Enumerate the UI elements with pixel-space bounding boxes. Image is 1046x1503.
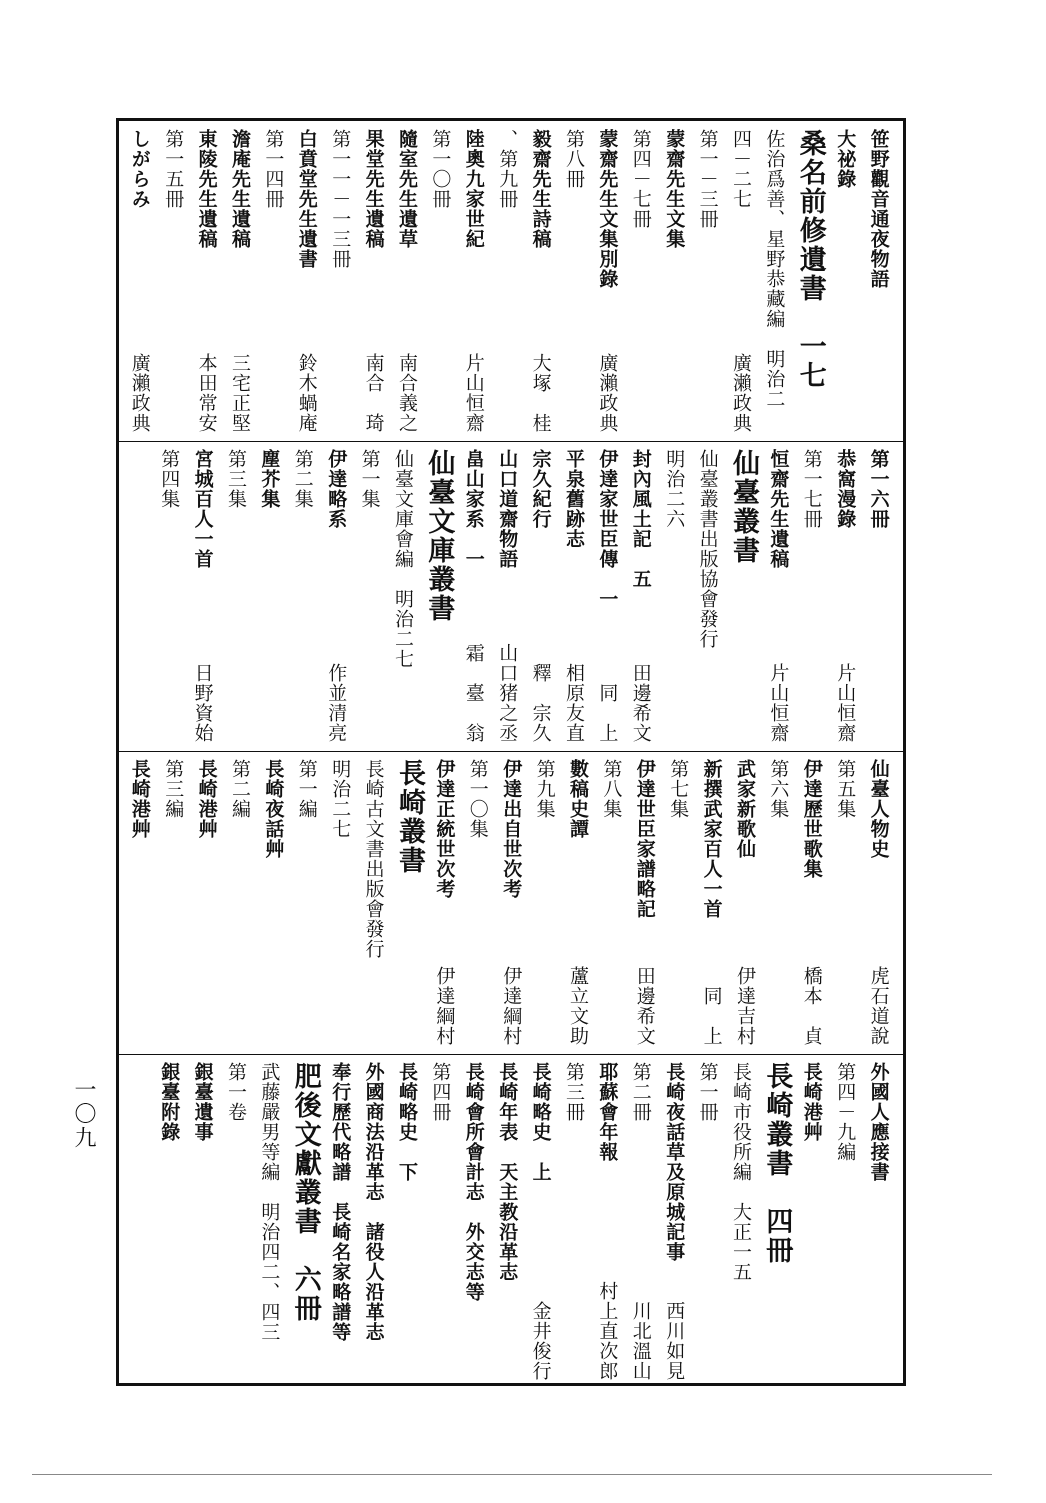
entry-title: 長崎夜話草及原城記事 [663, 1062, 686, 1262]
entry-author: 南合 琦 [362, 353, 385, 433]
entry-title: 笹野觀音通夜物語 [867, 129, 890, 289]
entry-title: 佐治爲善、星野恭藏編 明治二 [763, 129, 786, 409]
series-title: 長崎叢書 [394, 759, 425, 875]
entry-author: 伊達綱村 [500, 966, 523, 1046]
entry-author: 三宅正堅 [229, 353, 251, 433]
entry-title: 四－二七 [730, 129, 752, 209]
entry-author: 鈴木蝸庵 [295, 353, 318, 433]
tier-1 [119, 121, 903, 441]
entry-title: 第一〇集 [466, 759, 489, 839]
entry-title: 銀臺附錄 [158, 1062, 181, 1142]
entry-author: 廣瀨政典 [596, 353, 619, 433]
entry-title: 第八集 [600, 759, 623, 819]
entry-author: 蘆立文助 [567, 966, 589, 1046]
entry-title: 塵芥集 [258, 449, 281, 509]
entry-author: 伊達綱村 [433, 966, 456, 1046]
entry-title: 蒙齋先生文集 [663, 129, 686, 249]
page-number: 一〇九 [71, 1078, 96, 1150]
entry-title: 第一冊 [696, 1062, 719, 1122]
entry-title: 陸奧九家世紀 [462, 129, 485, 249]
entry-author: 虎石道說 [867, 966, 890, 1046]
entry-author: 片山恒齋 [462, 353, 485, 433]
entry-author: 田邊希文 [629, 663, 652, 743]
entry-title: 長崎夜話艸 [262, 759, 285, 859]
entry-title: 長崎港艸 [800, 1062, 823, 1142]
entry-title: 伊達略系 [325, 449, 348, 529]
entry-title: 平泉舊跡志 [563, 449, 585, 549]
entry-title: 伊達出自世次考 [500, 759, 523, 899]
entry-title: 長崎港艸 [195, 759, 218, 839]
entry-title: 東陵先生遺稿 [195, 129, 218, 249]
entry-title: 第二冊 [629, 1062, 652, 1122]
entry-title: 第四－七冊 [629, 129, 652, 229]
entry-title: 長崎市役所編 大正一五 [730, 1062, 752, 1282]
entry-title: 武家新歌仙 [734, 759, 756, 859]
entry-author: 田邊希文 [633, 966, 656, 1046]
series-title: 肥後文獻叢書 六冊 [289, 1062, 321, 1323]
entry-title: 第九集 [533, 759, 556, 819]
entry-title: 長崎年表 天主教沿革志 [496, 1062, 519, 1282]
entry-title: 武藤嚴男等編 明治四二、四三 [258, 1062, 281, 1342]
entry-title: 第一－三冊 [696, 129, 719, 229]
entry-title: 蒙齋先生文集別錄 [596, 129, 619, 289]
entry-title: 第一一－一三冊 [329, 129, 352, 269]
entry-author: 同 上 [596, 683, 619, 743]
entry-title: 果堂先生遺稿 [362, 129, 385, 249]
entry-title: 伊達歷世歌集 [800, 759, 823, 879]
entry-title: 仙臺叢書出版協會發行 [696, 449, 719, 649]
entry-author: 同 上 [700, 986, 723, 1046]
entry-title: 隨室先生遺草 [396, 129, 418, 249]
entry-title: 第一卷 [225, 1062, 247, 1122]
entry-title: 山口道齋物語 [496, 449, 519, 569]
entry-title: 第三編 [162, 759, 185, 819]
entry-title: 第一七冊 [800, 449, 823, 529]
entry-title: 毅齋先生詩稿 [529, 129, 552, 249]
entry-title: 長崎略史 下 [396, 1062, 418, 1182]
entry-title: 第五集 [834, 759, 857, 819]
entry-title: 第一〇冊 [429, 129, 452, 209]
entry-title: 外國商法沿革志 諸役人沿革志 [362, 1062, 385, 1342]
entry-title: 恭窩漫錄 [834, 449, 857, 529]
entry-title: 大祕錄 [834, 129, 857, 189]
footer-rule [32, 1474, 992, 1475]
entry-title: 新撰武家百人一首 [700, 759, 723, 919]
entry-author: 村上直次郎 [596, 1281, 619, 1381]
entry-author: 金井俊行 [529, 1301, 552, 1381]
entry-title: 第三冊 [563, 1062, 585, 1122]
entry-title: 宮城百人一首 [191, 449, 214, 569]
entry-title: 長崎會所會計志 外交志等 [462, 1062, 485, 1302]
entry-author: 橋本 貞 [800, 966, 823, 1046]
entry-title: 恒齋先生遺稿 [767, 449, 790, 569]
entry-title: 第一五冊 [162, 129, 185, 209]
entry-title: 伊達正統世次考 [433, 759, 456, 899]
entry-author: 廣瀨政典 [128, 353, 151, 433]
entry-title: 第八冊 [563, 129, 585, 189]
entry-author: 日野資始 [191, 663, 214, 743]
entry-author: 釋 宗久 [529, 663, 552, 743]
entry-author: 廣瀨政典 [730, 353, 752, 433]
entry-title: 長崎古文書出版會發行 [362, 759, 385, 959]
entry-title: 白賁堂先生遺書 [295, 129, 318, 269]
entry-title: 仙臺人物史 [867, 759, 890, 859]
entry-title: 第一六冊 [867, 449, 890, 529]
entry-author: 川北溫山 [629, 1301, 652, 1381]
entry-title: 銀臺遺事 [191, 1062, 214, 1142]
entry-author: 西川如見 [663, 1301, 686, 1381]
entry-title: 奉行歷代略譜 長崎名家略譜等 [329, 1062, 352, 1342]
entry-author: 伊達吉村 [734, 966, 756, 1046]
tier-4 [119, 1054, 903, 1389]
series-title: 仙臺文庫叢書 [423, 449, 455, 623]
entry-title: 澹庵先生遺稿 [229, 129, 251, 249]
entry-author: 本田常安 [195, 353, 218, 433]
entry-title: 耶蘇會年報 [596, 1062, 619, 1162]
entry-author: 片山恒齋 [834, 663, 857, 743]
entry-title: 第三集 [225, 449, 247, 509]
entry-title: 長崎港艸 [128, 759, 151, 839]
entry-author: 片山恒齋 [767, 663, 790, 743]
tier-3 [119, 751, 903, 1054]
entry-author: 作並清亮 [325, 663, 348, 743]
tier-2 [119, 441, 903, 751]
entry-title: 第四集 [158, 449, 181, 509]
entry-title: 數稿史譚 [567, 759, 589, 839]
entry-author: 相原友直 [563, 663, 585, 743]
entry-title: 明治二七 [329, 759, 352, 839]
page-frame [116, 118, 906, 1386]
entry-title: 畠山家系 一 [462, 449, 485, 569]
entry-title: 長崎略史 上 [529, 1062, 552, 1182]
entry-author: 山口猪之丞 [496, 643, 519, 743]
entry-title: 明治二六 [663, 449, 686, 529]
entry-title: 宗久紀行 [529, 449, 552, 529]
series-title: 桑名前修遺書 一七 [794, 129, 826, 390]
entry-title: 外國人應接書 [867, 1062, 890, 1182]
entry-title: 封內風土記 五 [629, 449, 652, 589]
entry-title: 第二編 [229, 759, 251, 819]
entry-title: 第一集 [358, 449, 381, 509]
entry-title: しがらみ [128, 129, 151, 209]
entry-title: 仙臺文庫會編 明治二七 [392, 449, 414, 669]
entry-title: 、第九冊 [496, 129, 519, 209]
entry-title: 第一編 [295, 759, 318, 819]
series-title: 長崎叢書 四冊 [761, 1062, 793, 1265]
entry-title: 第一四冊 [262, 129, 285, 209]
entry-author: 大塚 桂 [529, 353, 552, 433]
entry-title: 第四－九編 [834, 1062, 857, 1162]
entry-title: 第六集 [767, 759, 790, 819]
entry-title: 第四冊 [429, 1062, 452, 1122]
entry-title: 第二集 [291, 449, 314, 509]
entry-author: 南合義之 [396, 353, 418, 433]
entry-title: 伊達世臣家譜略記 [633, 759, 656, 919]
series-title: 仙臺叢書 [728, 449, 759, 565]
entry-title: 伊達家世臣傳 一 [596, 449, 619, 609]
entry-title: 第七集 [667, 759, 690, 819]
entry-author: 霜 臺 翁 [462, 643, 485, 743]
